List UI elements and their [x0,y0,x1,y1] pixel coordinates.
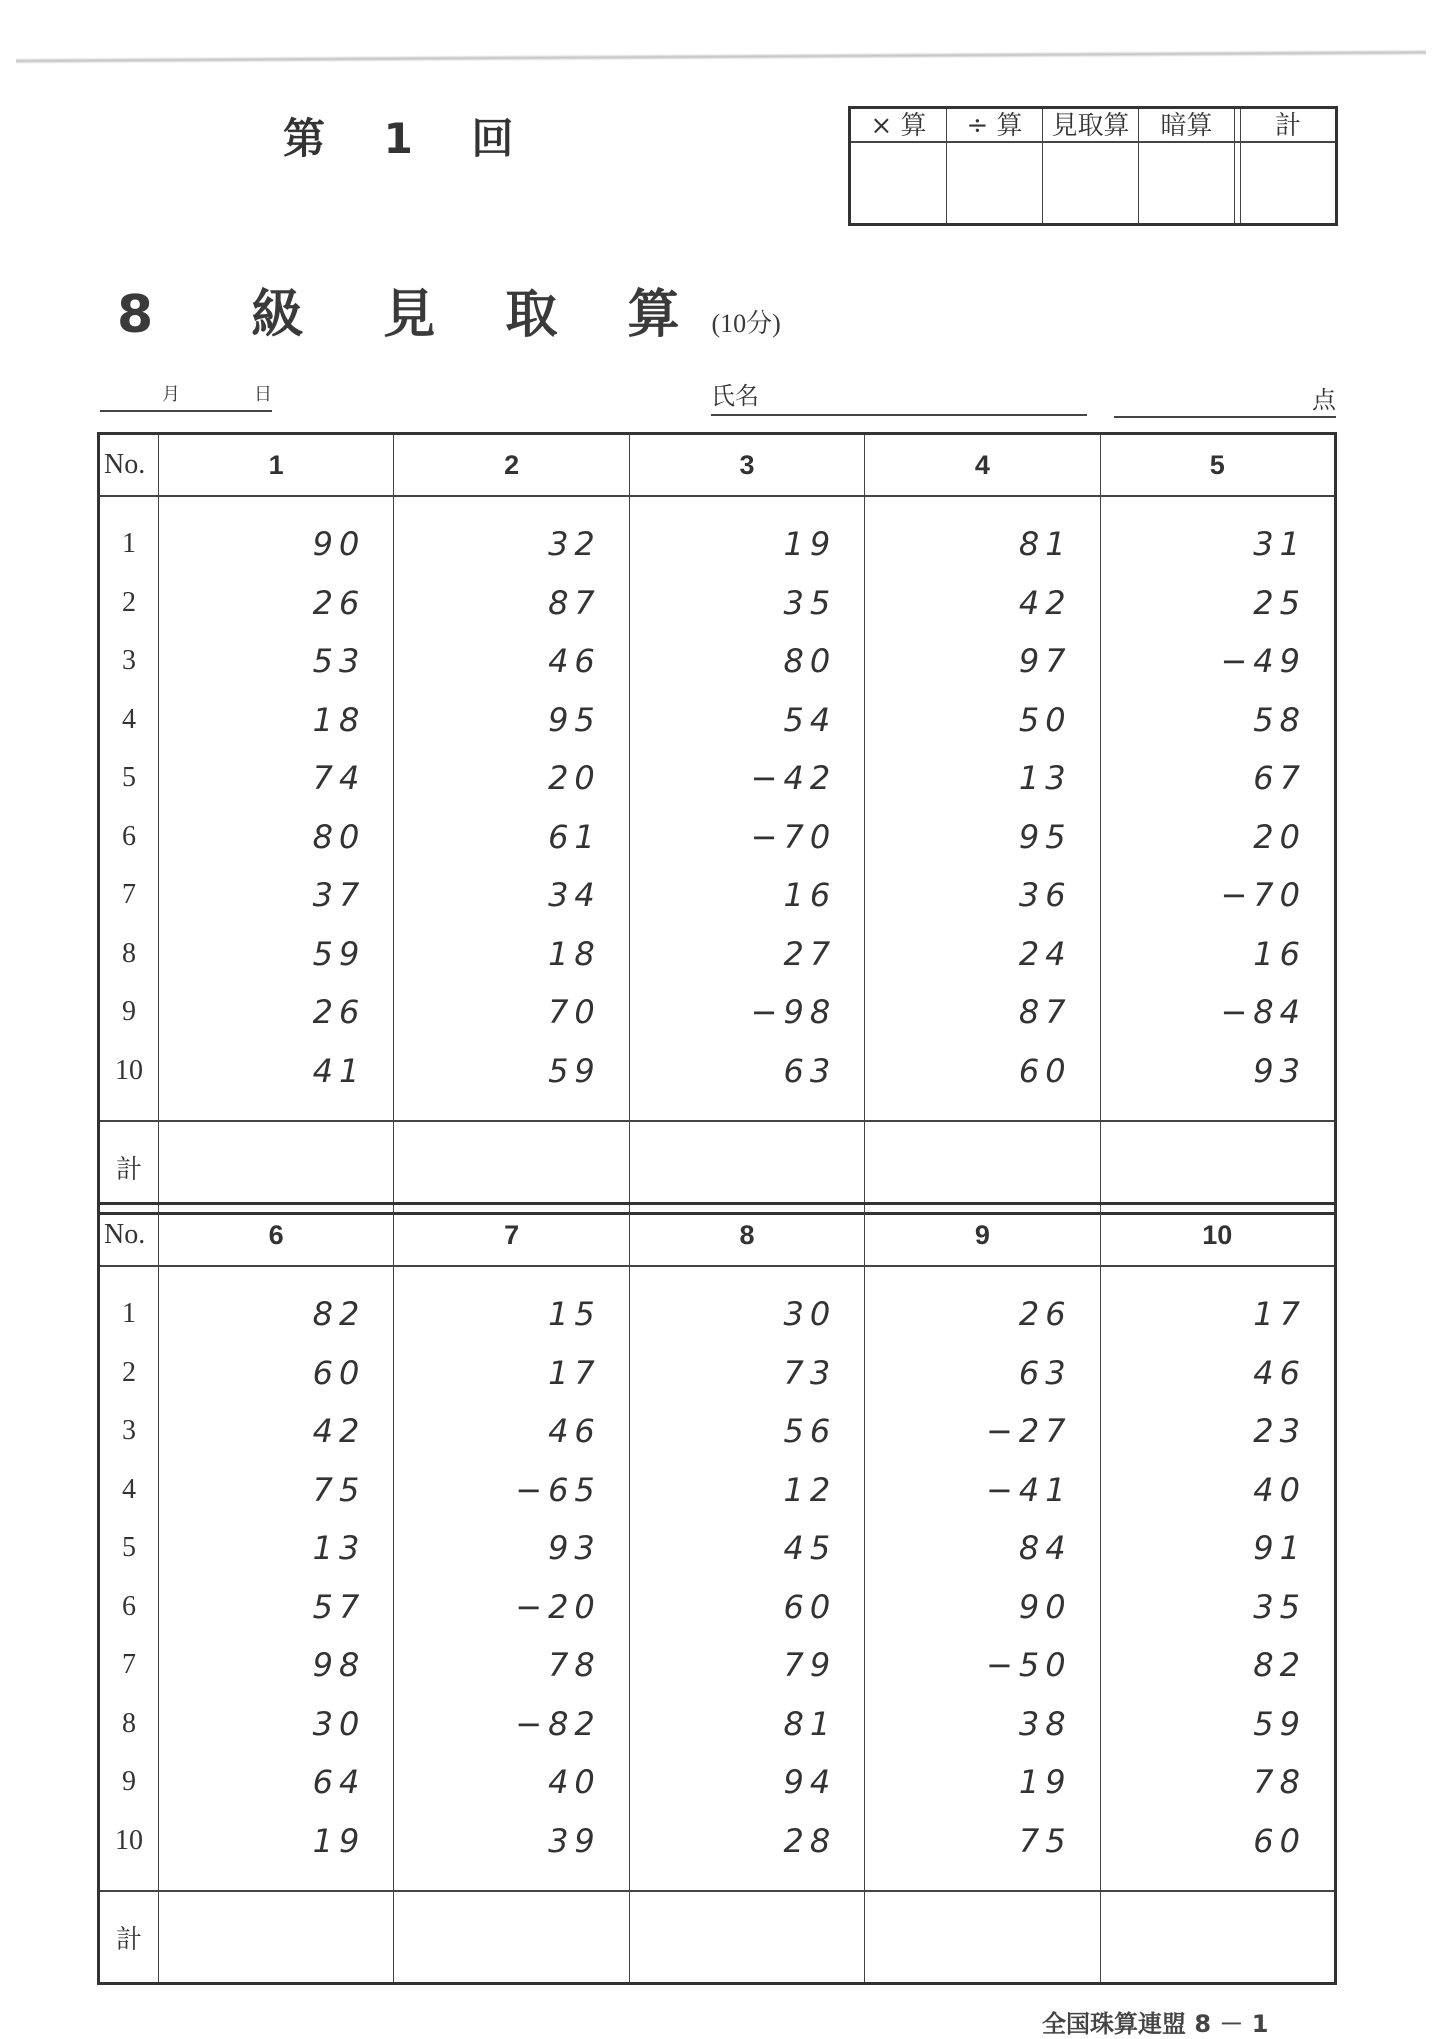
table-cell-value: 53 [312,642,366,680]
table-cell-value: 9 [122,1766,136,1797]
problem-header: 6 [159,1204,394,1267]
table-cell-value: 40 [1253,1470,1306,1509]
table-cell-value: 98 [312,1646,366,1684]
table-cell-value: 31 [1253,525,1306,563]
problem-column [394,1266,629,1891]
problem-header: 2 [394,434,629,497]
table-cell-value: 12 [783,1470,837,1509]
paper-fold-line [16,49,1426,64]
problem-table-1-5 [97,432,1337,1215]
row-number-column [99,1266,159,1891]
answer-cell-2[interactable] [394,1121,629,1214]
table-cell-value: 80 [312,817,366,856]
score-cell-mitorizan[interactable] [1043,143,1139,223]
table-cell-value: 19 [783,525,837,563]
table-cell-value: 40 [548,1763,601,1801]
table-cell-value: 8 [122,937,136,969]
table-cell-value: 1 [122,528,136,559]
score-header-total: 計 [1241,109,1335,143]
table-cell-value: 82 [1253,1646,1306,1684]
table-cell-value: 67 [1253,759,1306,797]
table-cell-value: 56 [783,1412,837,1450]
problem-header: 8 [629,1204,864,1267]
problem-column [159,1266,394,1891]
table-cell-value: −42 [750,759,837,797]
day-label: 日 [254,384,272,405]
table-cell-value: 46 [548,1412,601,1450]
table-cell-value: 18 [312,700,366,739]
table-cell-value: −50 [986,1646,1072,1684]
table-cell-value: 59 [312,934,366,973]
table-cell-value: −84 [1220,993,1306,1031]
table-cell-value: 78 [548,1646,601,1684]
table-cell-value: 45 [783,1529,837,1567]
table-cell-value: 90 [312,525,366,563]
table-cell-value: 74 [312,759,366,797]
table-cell-value: −20 [515,1587,601,1626]
table-cell-value: 19 [1018,1763,1072,1801]
table-cell-value: −65 [515,1470,601,1509]
table-cell-value: 34 [548,876,601,914]
table-cell-value: 90 [1018,1587,1072,1626]
name-field[interactable] [711,374,1087,416]
answer-cell-10[interactable] [1100,1891,1335,1984]
table-cell-value: −70 [1220,876,1306,914]
table-cell-value: 7 [122,1649,136,1680]
table-cell-value: 61 [548,817,601,856]
month-label: 月 [162,384,180,405]
table-cell-value: 81 [1018,525,1072,563]
table-cell-value: 84 [1018,1529,1072,1567]
no-header: No. [99,434,159,497]
score-summary-box [848,106,1338,226]
table-cell-value: 6 [122,820,136,852]
score-cell-anzan[interactable] [1139,143,1235,223]
table-cell-value: 17 [1253,1295,1306,1333]
round-title: 第 1 回 [283,114,536,163]
table-cell-value: 9 [122,996,136,1027]
table-cell-value: 7 [122,879,136,910]
answer-cell-5[interactable] [1100,1121,1335,1214]
table-cell-value: 25 [1253,583,1306,622]
page-title [117,272,781,347]
table-cell-value: 24 [1018,934,1072,973]
table-cell-value: 60 [1253,1821,1306,1860]
table-cell-value: 15 [548,1295,601,1333]
time-limit: (10分) [711,309,781,338]
problem-table-6-10 [97,1202,1337,1985]
table-cell-value: 18 [548,934,601,973]
table-cell-value: 78 [1253,1763,1306,1801]
table-cell-value: 60 [1018,1051,1072,1090]
problem-header: 4 [865,434,1100,497]
answer-cell-8[interactable] [629,1891,864,1984]
table-cell-value: 13 [1018,759,1072,797]
table-cell-value: 41 [312,1051,366,1090]
table-cell-value: 20 [1253,817,1306,856]
row-number-column [99,496,159,1121]
table-cell-value: 60 [783,1587,837,1626]
problem-column [865,496,1100,1121]
table-cell-value: 2 [122,586,136,618]
table-cell-value: 63 [783,1051,837,1090]
table-cell-value: 30 [312,1704,366,1743]
table-cell-value: 54 [783,700,837,739]
problem-header: 1 [159,434,394,497]
table-cell-value: 26 [1018,1295,1072,1333]
table-cell-value: 73 [783,1353,837,1392]
table-cell-value: 35 [1253,1587,1306,1626]
problem-header: 3 [629,434,864,497]
table-cell-value: 93 [548,1529,601,1567]
answer-cell-3[interactable] [629,1121,864,1214]
table-cell-value: 37 [312,876,366,914]
table-cell-value: 80 [783,642,837,680]
table-cell-value: 3 [122,645,136,676]
table-cell-value: 79 [783,1646,837,1684]
table-cell-value: 26 [312,583,366,622]
table-cell-value: 64 [312,1763,366,1801]
problem-column [394,496,629,1121]
table-cell-value: 59 [1253,1704,1306,1743]
table-cell-value: 59 [548,1051,601,1090]
table-cell-value: 27 [783,934,837,973]
table-cell-value: 75 [312,1470,366,1509]
table-cell-value: 42 [1018,583,1072,622]
grade-label: 8 級 [117,285,344,345]
answer-cell-4[interactable] [865,1121,1100,1214]
table-cell-value: 28 [783,1821,837,1860]
table-cell-value: −82 [515,1704,601,1743]
problem-header: 10 [1100,1204,1335,1267]
table-cell-value: 70 [548,993,601,1031]
score-field[interactable] [1114,376,1336,418]
table-cell-value: 42 [312,1412,366,1450]
table-cell-value: −70 [750,817,837,856]
date-field[interactable] [100,378,272,412]
table-cell-value: 35 [783,583,837,622]
publisher-footer: 全国珠算連盟 8 － 1 [1042,2010,1269,2038]
problem-column [159,496,394,1121]
table-cell-value: 6 [122,1590,136,1622]
problem-column [629,496,864,1121]
table-cell-value: 95 [548,700,601,739]
table-cell-value: −98 [750,993,837,1031]
table-cell-value: 30 [783,1295,837,1333]
problem-column [1100,1266,1335,1891]
table-cell-value: 91 [1253,1529,1306,1567]
score-cell-total[interactable] [1241,143,1335,223]
table-cell-value: 2 [122,1356,136,1388]
table-cell-value: 19 [312,1821,366,1860]
problem-column [865,1266,1100,1891]
total-label: 計 [99,1121,159,1214]
table-cell-value: 50 [1018,700,1072,739]
table-cell-value: 16 [783,876,837,914]
table-cell-value: 17 [548,1353,601,1392]
table-cell-value: 87 [548,583,601,622]
table-cell-value: 97 [1018,642,1072,680]
table-cell-value: 3 [122,1415,136,1446]
score-label: 点 [1312,386,1336,414]
table-cell-value: 95 [1018,817,1072,856]
table-cell-value: 94 [783,1763,837,1801]
table-cell-value: 63 [1018,1353,1072,1392]
table-cell-value: 4 [122,1473,136,1505]
no-header: No. [99,1204,159,1267]
table-cell-value: 8 [122,1707,136,1739]
table-cell-value: 36 [1018,876,1072,914]
table-cell-value: 5 [122,1532,136,1563]
table-cell-value: 93 [1253,1051,1306,1090]
table-cell-value: −41 [986,1470,1072,1509]
table-cell-value: 57 [312,1587,366,1626]
table-cell-value: 10 [115,1054,143,1086]
table-cell-value: 1 [122,1298,136,1329]
problem-column [629,1266,864,1891]
table-cell-value: 10 [115,1824,143,1856]
total-label: 計 [99,1891,159,1984]
problem-header: 9 [865,1204,1100,1267]
answer-cell-7[interactable] [394,1891,629,1984]
name-label: 氏名 [711,382,759,410]
table-cell-value: 81 [783,1704,837,1743]
answer-cell-1[interactable] [159,1121,394,1214]
answer-cell-9[interactable] [865,1891,1100,1984]
score-cell-multiplication[interactable] [851,143,947,223]
table-cell-value: 20 [548,759,601,797]
score-header-anzan: 暗算 [1139,109,1235,143]
score-header-division: ÷ 算 [947,109,1043,143]
table-cell-value: 26 [312,993,366,1031]
table-cell-value: 46 [548,642,601,680]
subject-label: 見 取 算 [383,285,706,345]
problem-header: 7 [394,1204,629,1267]
answer-cell-6[interactable] [159,1891,394,1984]
table-cell-value: 58 [1253,700,1306,739]
table-cell-value: −27 [986,1412,1072,1450]
table-cell-value: 75 [1018,1821,1072,1860]
table-cell-value: 87 [1018,993,1072,1031]
table-cell-value: 13 [312,1529,366,1567]
table-cell-value: 60 [312,1353,366,1392]
table-cell-value: −49 [1220,642,1306,680]
table-cell-value: 32 [548,525,601,563]
table-cell-value: 5 [122,762,136,793]
problem-header: 5 [1100,434,1335,497]
table-cell-value: 4 [122,703,136,735]
score-cell-division[interactable] [947,143,1043,223]
table-cell-value: 16 [1253,934,1306,973]
table-cell-value: 38 [1018,1704,1072,1743]
table-cell-value: 23 [1253,1412,1306,1450]
table-cell-value: 82 [312,1295,366,1333]
table-cell-value: 39 [548,1821,601,1860]
table-cell-value: 46 [1253,1353,1306,1392]
score-header-mitorizan: 見取算 [1043,109,1139,143]
score-header-multiplication: × 算 [851,109,947,143]
problem-column [1100,496,1335,1121]
